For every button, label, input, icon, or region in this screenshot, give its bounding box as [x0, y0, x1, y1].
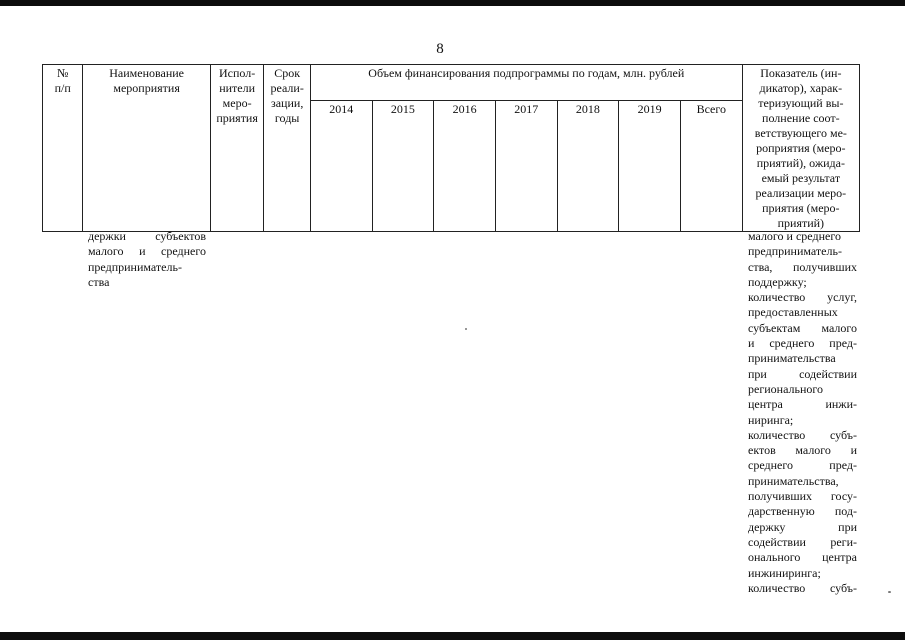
text-word: субъ- [829, 427, 857, 442]
text-line [88, 260, 206, 275]
text-word: содействии [748, 534, 806, 549]
text-word: получивших [792, 259, 857, 274]
text-line [748, 336, 857, 351]
header-text-line: нители [219, 81, 256, 95]
text-word: ектов [748, 443, 776, 458]
text-line [748, 305, 857, 320]
text-word: реги- [830, 534, 857, 549]
year-header-2016: 2016 [434, 101, 496, 232]
continued-name-text [88, 229, 206, 290]
text-word: принимательства, [748, 473, 839, 488]
text-word: центра [748, 397, 783, 412]
year-header-2017: 2017 [495, 101, 557, 232]
text-line [748, 504, 857, 519]
header-text-line: приятий) [777, 216, 825, 230]
header-name-cell [83, 65, 210, 232]
header-text-line: приятий), ожида- [756, 156, 845, 170]
text-word: пред- [829, 336, 857, 351]
text-word: малого [821, 320, 857, 335]
text-word: и [139, 244, 146, 259]
header-text-line: дикатор), харак- [759, 81, 843, 95]
text-word: субъектам [748, 320, 801, 335]
text-word: предприниматель- [88, 259, 182, 274]
header-indicator-cell [742, 65, 859, 232]
text-word: ства [88, 274, 110, 289]
year-header-2015: 2015 [372, 101, 434, 232]
text-word: малого [88, 244, 124, 259]
text-word: услуг, [827, 290, 857, 305]
page-number: 8 [436, 41, 444, 57]
text-word: госу- [830, 489, 857, 504]
text-line [748, 275, 857, 290]
text-word: под- [834, 504, 857, 519]
year-header-2019: 2019 [619, 101, 681, 232]
text-word: центра [822, 550, 857, 565]
text-word: при [838, 519, 857, 534]
text-word: предоставленных [748, 305, 838, 320]
header-text-line: теризующий вы- [758, 96, 844, 110]
header-text-line: Срок [274, 66, 301, 80]
text-line [748, 489, 857, 504]
text-line [748, 367, 857, 382]
header-text-line: реализации меро- [755, 186, 847, 200]
text-word: предприниматель- [748, 244, 842, 259]
text-word: среднего [769, 336, 815, 351]
text-line [748, 351, 857, 366]
text-line [748, 550, 857, 565]
header-text-line: приятия (меро- [762, 201, 840, 215]
header-text-line: зации, [270, 96, 304, 110]
text-line [748, 382, 857, 397]
header-text-line: годы [274, 111, 300, 125]
header-text-line: приятия [216, 111, 258, 125]
header-text-line: Наименование [109, 66, 185, 80]
text-word: малого и среднего [748, 229, 841, 243]
text-line [748, 413, 857, 428]
text-word: количество [748, 290, 806, 305]
text-line [748, 566, 857, 581]
header-text-line: емый результат [761, 171, 841, 185]
header-text-line: № [56, 66, 69, 80]
text-word: получивших [748, 489, 813, 504]
text-line [748, 520, 857, 535]
header-executors-cell [210, 65, 264, 232]
text-word: регионального [748, 381, 824, 396]
text-line [88, 244, 206, 259]
text-word: при [748, 366, 767, 381]
text-line [748, 474, 857, 489]
text-line [748, 458, 857, 473]
text-word: и [748, 336, 755, 351]
header-text-line: реали- [270, 81, 304, 95]
text-word: дарственную [748, 504, 815, 519]
text-line [748, 397, 857, 412]
text-line [88, 275, 206, 290]
header-text-line: меро- [222, 96, 252, 110]
text-word: ниринга; [748, 412, 794, 427]
text-line [748, 321, 857, 336]
text-word: количество [748, 580, 806, 595]
header-text-line: полнение соот- [762, 111, 840, 125]
continued-indicator-text [748, 229, 857, 596]
header-text-line: Испол- [218, 66, 256, 80]
year-header-2014: 2014 [310, 101, 372, 232]
year-header-2018: 2018 [557, 101, 619, 232]
year-header-total: Всего [680, 101, 742, 232]
scan-top-border [0, 0, 905, 6]
text-word: среднего [748, 458, 793, 473]
text-word: малого [795, 443, 831, 458]
text-line [748, 535, 857, 550]
header-num-cell [43, 65, 83, 232]
text-word: ства, [748, 259, 773, 274]
text-line [748, 428, 857, 443]
text-word: инжи- [825, 397, 857, 412]
header-text-line: Показатель (ин- [760, 66, 842, 80]
text-line [748, 229, 857, 244]
text-word: среднего [161, 244, 206, 259]
text-word: субъектов [155, 229, 206, 243]
header-financing-title: Объем финансирования подпрограммы по годам, млн. рублей [310, 65, 742, 101]
header-text-line: ветствующего ме- [754, 126, 847, 140]
text-word: принимательства [748, 351, 836, 366]
text-word: количество [748, 427, 806, 442]
text-word: пред- [829, 458, 857, 473]
header-text-line: роприятия (меро- [756, 141, 846, 155]
text-line [748, 443, 857, 458]
text-word: держки [88, 229, 126, 243]
text-word: содействии [799, 366, 857, 381]
scan-speck [888, 591, 891, 593]
text-word: субъ- [829, 580, 857, 595]
text-line [88, 229, 206, 244]
scan-bottom-border [0, 632, 905, 640]
scan-speck [465, 328, 467, 330]
header-term-cell [264, 65, 311, 232]
text-line [748, 244, 857, 259]
text-word: инжиниринга; [748, 565, 821, 580]
text-word: держку [748, 519, 786, 534]
text-word: и [850, 443, 857, 458]
header-text-line: мероприятия [113, 81, 180, 95]
header-text-line: п/п [54, 81, 71, 95]
text-line [748, 290, 857, 305]
text-line [748, 260, 857, 275]
text-line [748, 581, 857, 596]
text-word: онального [748, 550, 801, 565]
table-header [42, 64, 860, 232]
text-word: поддержку; [748, 274, 807, 289]
